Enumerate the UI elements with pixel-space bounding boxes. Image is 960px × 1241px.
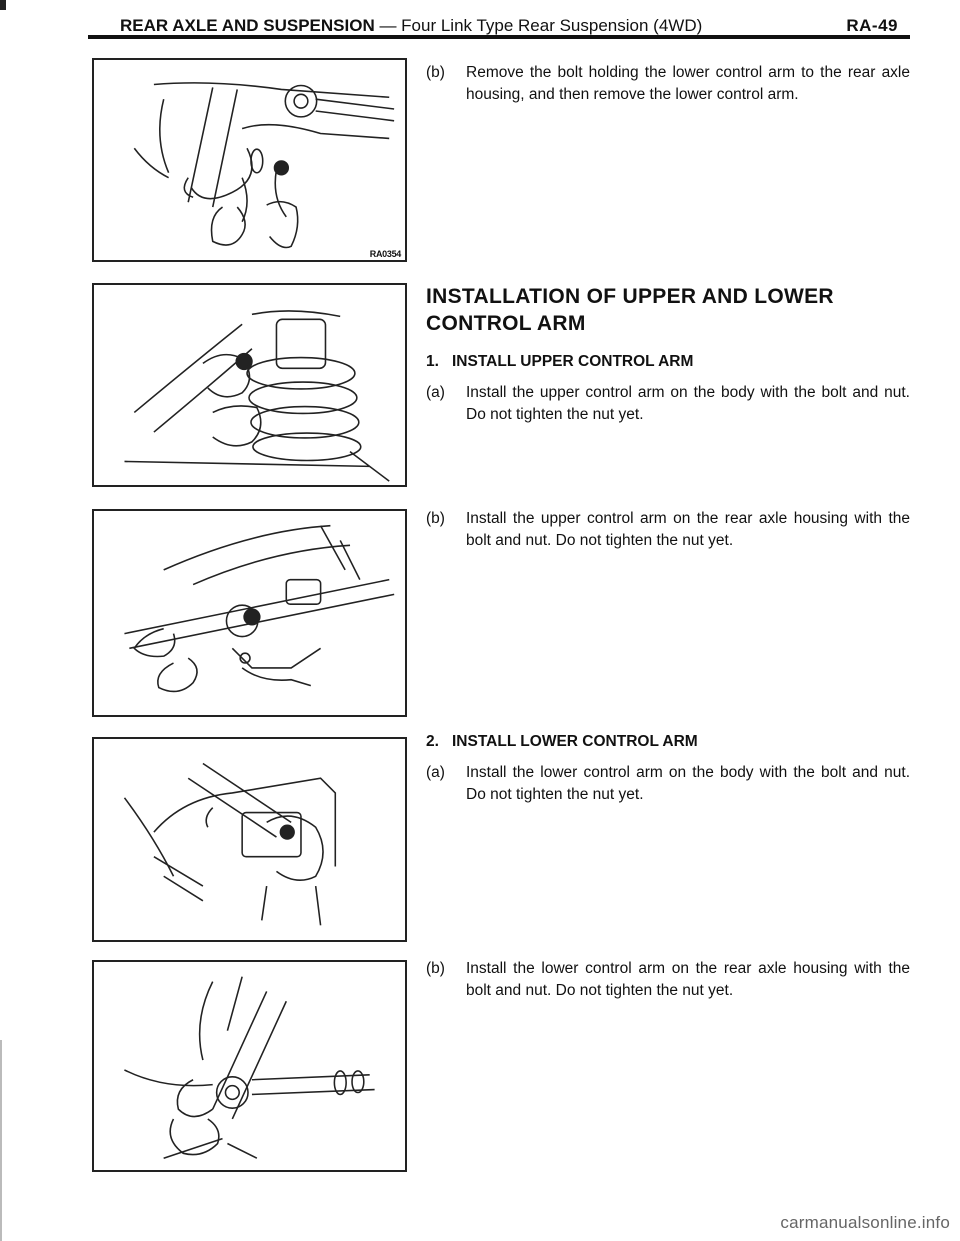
step-title: INSTALL LOWER CONTROL ARM — [452, 733, 698, 750]
step-2a — [426, 762, 910, 806]
figure-install-upper-arm-housing — [92, 509, 407, 717]
page-edge-line — [0, 1040, 2, 1241]
step-text: Remove the bolt holding the lower control arm to the rear axle housing, and then remove the lower control arm. — [466, 64, 910, 103]
page-number: RA-49 — [846, 16, 898, 35]
step-2-heading — [426, 731, 910, 753]
section-lower-arm — [426, 731, 910, 806]
step-number: 2. — [426, 733, 439, 750]
section-title: INSTALLATION OF UPPER AND LOWER CONTROL ARM — [426, 285, 834, 335]
step-title: INSTALL UPPER CONTROL ARM — [452, 353, 694, 370]
figure-install-lower-arm-housing — [92, 960, 407, 1172]
watermark-link[interactable]: carmanualsonline.info — [780, 1213, 950, 1232]
lower-arm-body-illustration — [94, 739, 405, 940]
step-2b — [426, 958, 910, 1002]
wrench-bolt-removal-illustration — [94, 60, 405, 260]
step-1b — [426, 508, 910, 552]
step-tag: (b) — [426, 64, 445, 81]
step-tag: (b) — [426, 510, 445, 527]
header-rule — [88, 35, 910, 39]
step-tag: (b) — [426, 960, 445, 977]
coil-spring-bolt-illustration — [94, 285, 405, 485]
figure-install-upper-arm-body — [92, 283, 407, 487]
upper-arm-axle-housing-illustration — [94, 511, 405, 715]
step-tag: (a) — [426, 384, 445, 401]
step-1-heading — [426, 351, 910, 373]
step-tag: (a) — [426, 764, 445, 781]
step-text: Install the upper control arm on the body with the bolt and nut. Do not tighten the nut yet. — [466, 384, 910, 423]
step-number: 1. — [426, 353, 439, 370]
step-text: Install the lower control arm on the rear axle housing with the bolt and nut. Do not tighten the nut yet. — [466, 960, 910, 999]
corner-mark — [0, 0, 6, 10]
step-remove-lower-arm — [426, 62, 910, 106]
step-text: Install the upper control arm on the rear axle housing with the bolt and nut. Do not tighten the nut yet. — [466, 510, 910, 549]
figure-code: RA0354 — [369, 249, 401, 259]
section-installation — [426, 283, 910, 426]
lower-arm-axle-housing-illustration — [94, 962, 405, 1170]
step-text: Install the lower control arm on the body with the bolt and nut. Do not tighten the nut yet. — [466, 764, 910, 803]
header-section: REAR AXLE AND SUSPENSION — [120, 16, 375, 35]
step-1a — [426, 382, 910, 426]
header-subtitle: — Four Link Type Rear Suspension (4WD) — [374, 16, 703, 35]
figure-remove-lower-arm — [92, 58, 407, 262]
figure-install-lower-arm-body — [92, 737, 407, 942]
